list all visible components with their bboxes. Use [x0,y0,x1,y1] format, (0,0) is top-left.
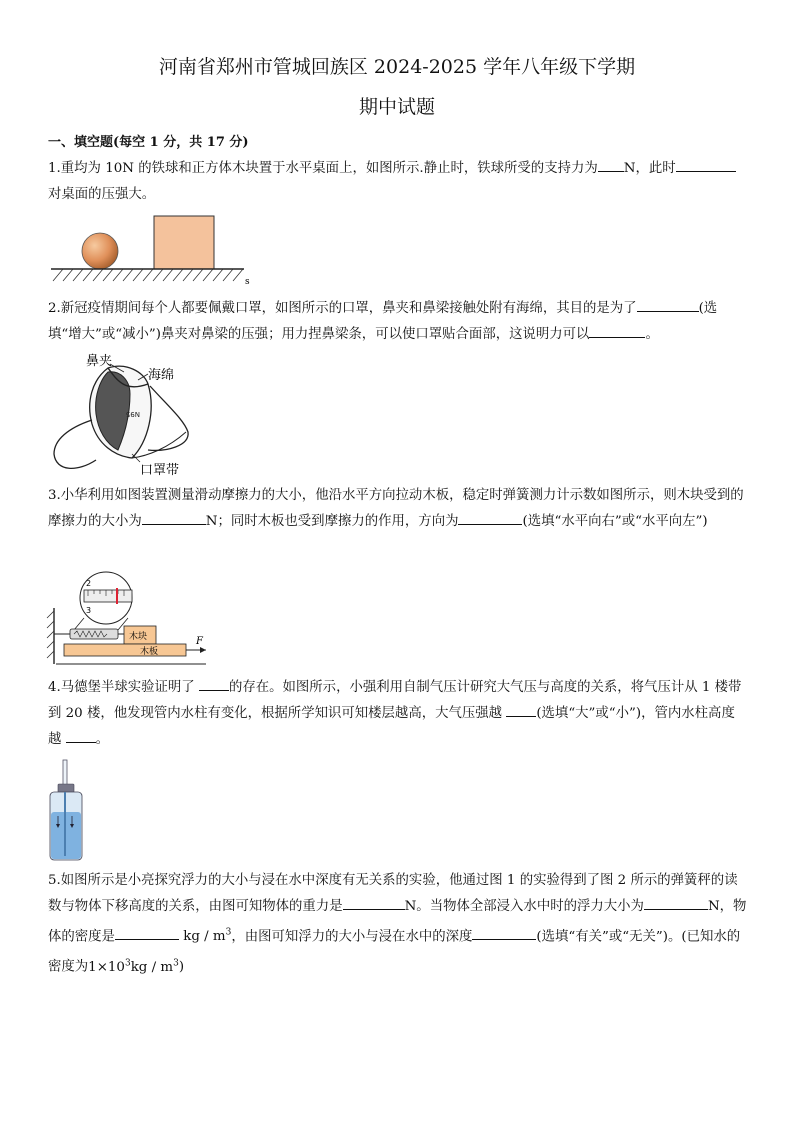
q5-blank-4[interactable] [472,925,536,940]
label-board: 木板 [140,647,159,657]
q5-text-e: (选填“有关”或“无关”)。(已知水的密度为 [48,929,741,975]
q5-unit-density-exp: 3 [225,928,232,938]
q5-blank-1[interactable] [343,895,405,910]
q1-text-c: 对桌面的压强大。 [48,187,156,202]
label-block: 木块 [129,632,148,642]
magnifier-line-left [74,618,84,630]
q5-unit-density [183,929,231,944]
q5-text-b: N。当物体全部浸入水中时的浮力大小为 [404,899,644,914]
q5-text-f: ) [178,959,185,975]
wood-board [64,644,186,656]
q1-text-b: N，此时 [623,161,676,176]
q4-blank-1[interactable] [199,676,229,691]
q3-text-c: (选填“水平向右”或“水平向左”) [522,514,708,529]
question-5 [48,868,748,981]
force-arrow-head [200,647,206,653]
q2-text-b: (选填“增大”或“减小”)鼻夹对鼻梁的压强；用力捏鼻梁条，可以使口罩贴合面部，这说明力可以 [48,301,718,342]
q5-water-density-exp: 3 [124,958,131,969]
q1-fig-mark: s [245,277,250,287]
q5-water-density [88,960,179,975]
label-force: F [196,636,203,647]
gauge-scale [84,590,132,602]
q4-text-a: 4.马德堡半球实验证明了 [48,680,199,695]
question-4 [48,675,748,753]
iron-ball [82,233,118,269]
q2-text-a: 2.新冠疫情期间每个人都要佩戴口罩，如图所示的口罩，鼻夹和鼻梁接触处附有海绵，其目的是为了 [48,301,637,316]
table-hatching [53,269,243,281]
q3-text-a: 3.小华利用如图装置测量滑动摩擦力的大小，他沿水平方向拉动木板，稳定时弹簧测力计示数如图所示，则木块受到的摩擦力的大小为 [48,488,744,529]
spring-scale [70,629,118,639]
gauge-tick-3: 3 [86,606,92,615]
q2-text-c: 。 [645,327,659,342]
wall-hatching [47,611,54,658]
question-3 [48,483,748,535]
q5-water-density-base: 1×10 [88,959,125,975]
q2-blank-1[interactable] [637,297,699,312]
page-title-line1: 河南省郑州市管城回族区 2024-2025 学年八年级下学期 [158,56,636,78]
q5-water-unit-exp: 3 [173,958,179,969]
mask-strap-right [148,386,188,450]
question-2 [48,296,748,348]
q1-text-a: 1.重均为 10N 的铁球和正方体木块置于水平桌面上，如图所示.静止时，铁球所受的支持力为 [48,161,598,176]
label-strap: 口罩带 [140,463,180,478]
q3-blank-1[interactable] [142,510,206,525]
q4-text-d: 。 [95,732,110,747]
water-column [64,792,66,856]
mask-strap-left [54,420,96,468]
q2-blank-2[interactable] [589,323,645,338]
q4-figure-barometer [46,758,90,864]
q1-blank-1[interactable] [598,157,624,172]
q4-text-b: 的存在。如图所示，小强利用自制气压计研究大气压与高度的关系，将气压计从 1 楼带到 20 楼，他发现管内水柱有变化，根据所学知识可知楼层越高，大气压强越 [48,680,742,721]
q5-water-unit: kg / m [130,959,174,975]
wood-block [154,216,214,269]
q3-text-b: N；同时木板也受到摩擦力的作用，方向为 [205,514,459,529]
q5-unit-density-base: kg / m [183,929,226,945]
page-title-line2: 期中试题 [358,96,435,118]
label-nose-clip: 鼻夹 [86,354,113,369]
q4-text-c: (选填“大”或“小”)，管内水柱高度越 [48,706,735,747]
mask-model-text: N95 [125,410,140,418]
q5-text-d: ，由图可知浮力的大小与浸在水中的深度 [231,929,473,945]
q4-blank-3[interactable] [66,728,96,743]
q1-figure [48,208,258,288]
q4-blank-2[interactable] [506,702,536,717]
q3-blank-2[interactable] [458,510,522,525]
q5-blank-2[interactable] [644,895,708,910]
question-1 [48,156,748,208]
q5-blank-3[interactable] [115,925,179,940]
q2-figure [48,350,208,478]
q5-text-c: N，物体的密度是 [48,899,747,945]
label-sponge: 海绵 [148,368,175,383]
gauge-tick-2: 2 [86,579,92,588]
q5-text-a: 5.如图所示是小亮探究浮力的大小与浸在水中深度有无关系的实验，他通过图 1 的实验得到了图 2 所示的弹簧秤的读数与物体下移高度的关系，由图可知物体的重力是 [48,873,738,914]
section-title: 一、填空题(每空 1 分，共 17 分) [48,135,249,150]
q1-blank-2[interactable] [676,157,736,172]
q3-figure [44,568,214,670]
